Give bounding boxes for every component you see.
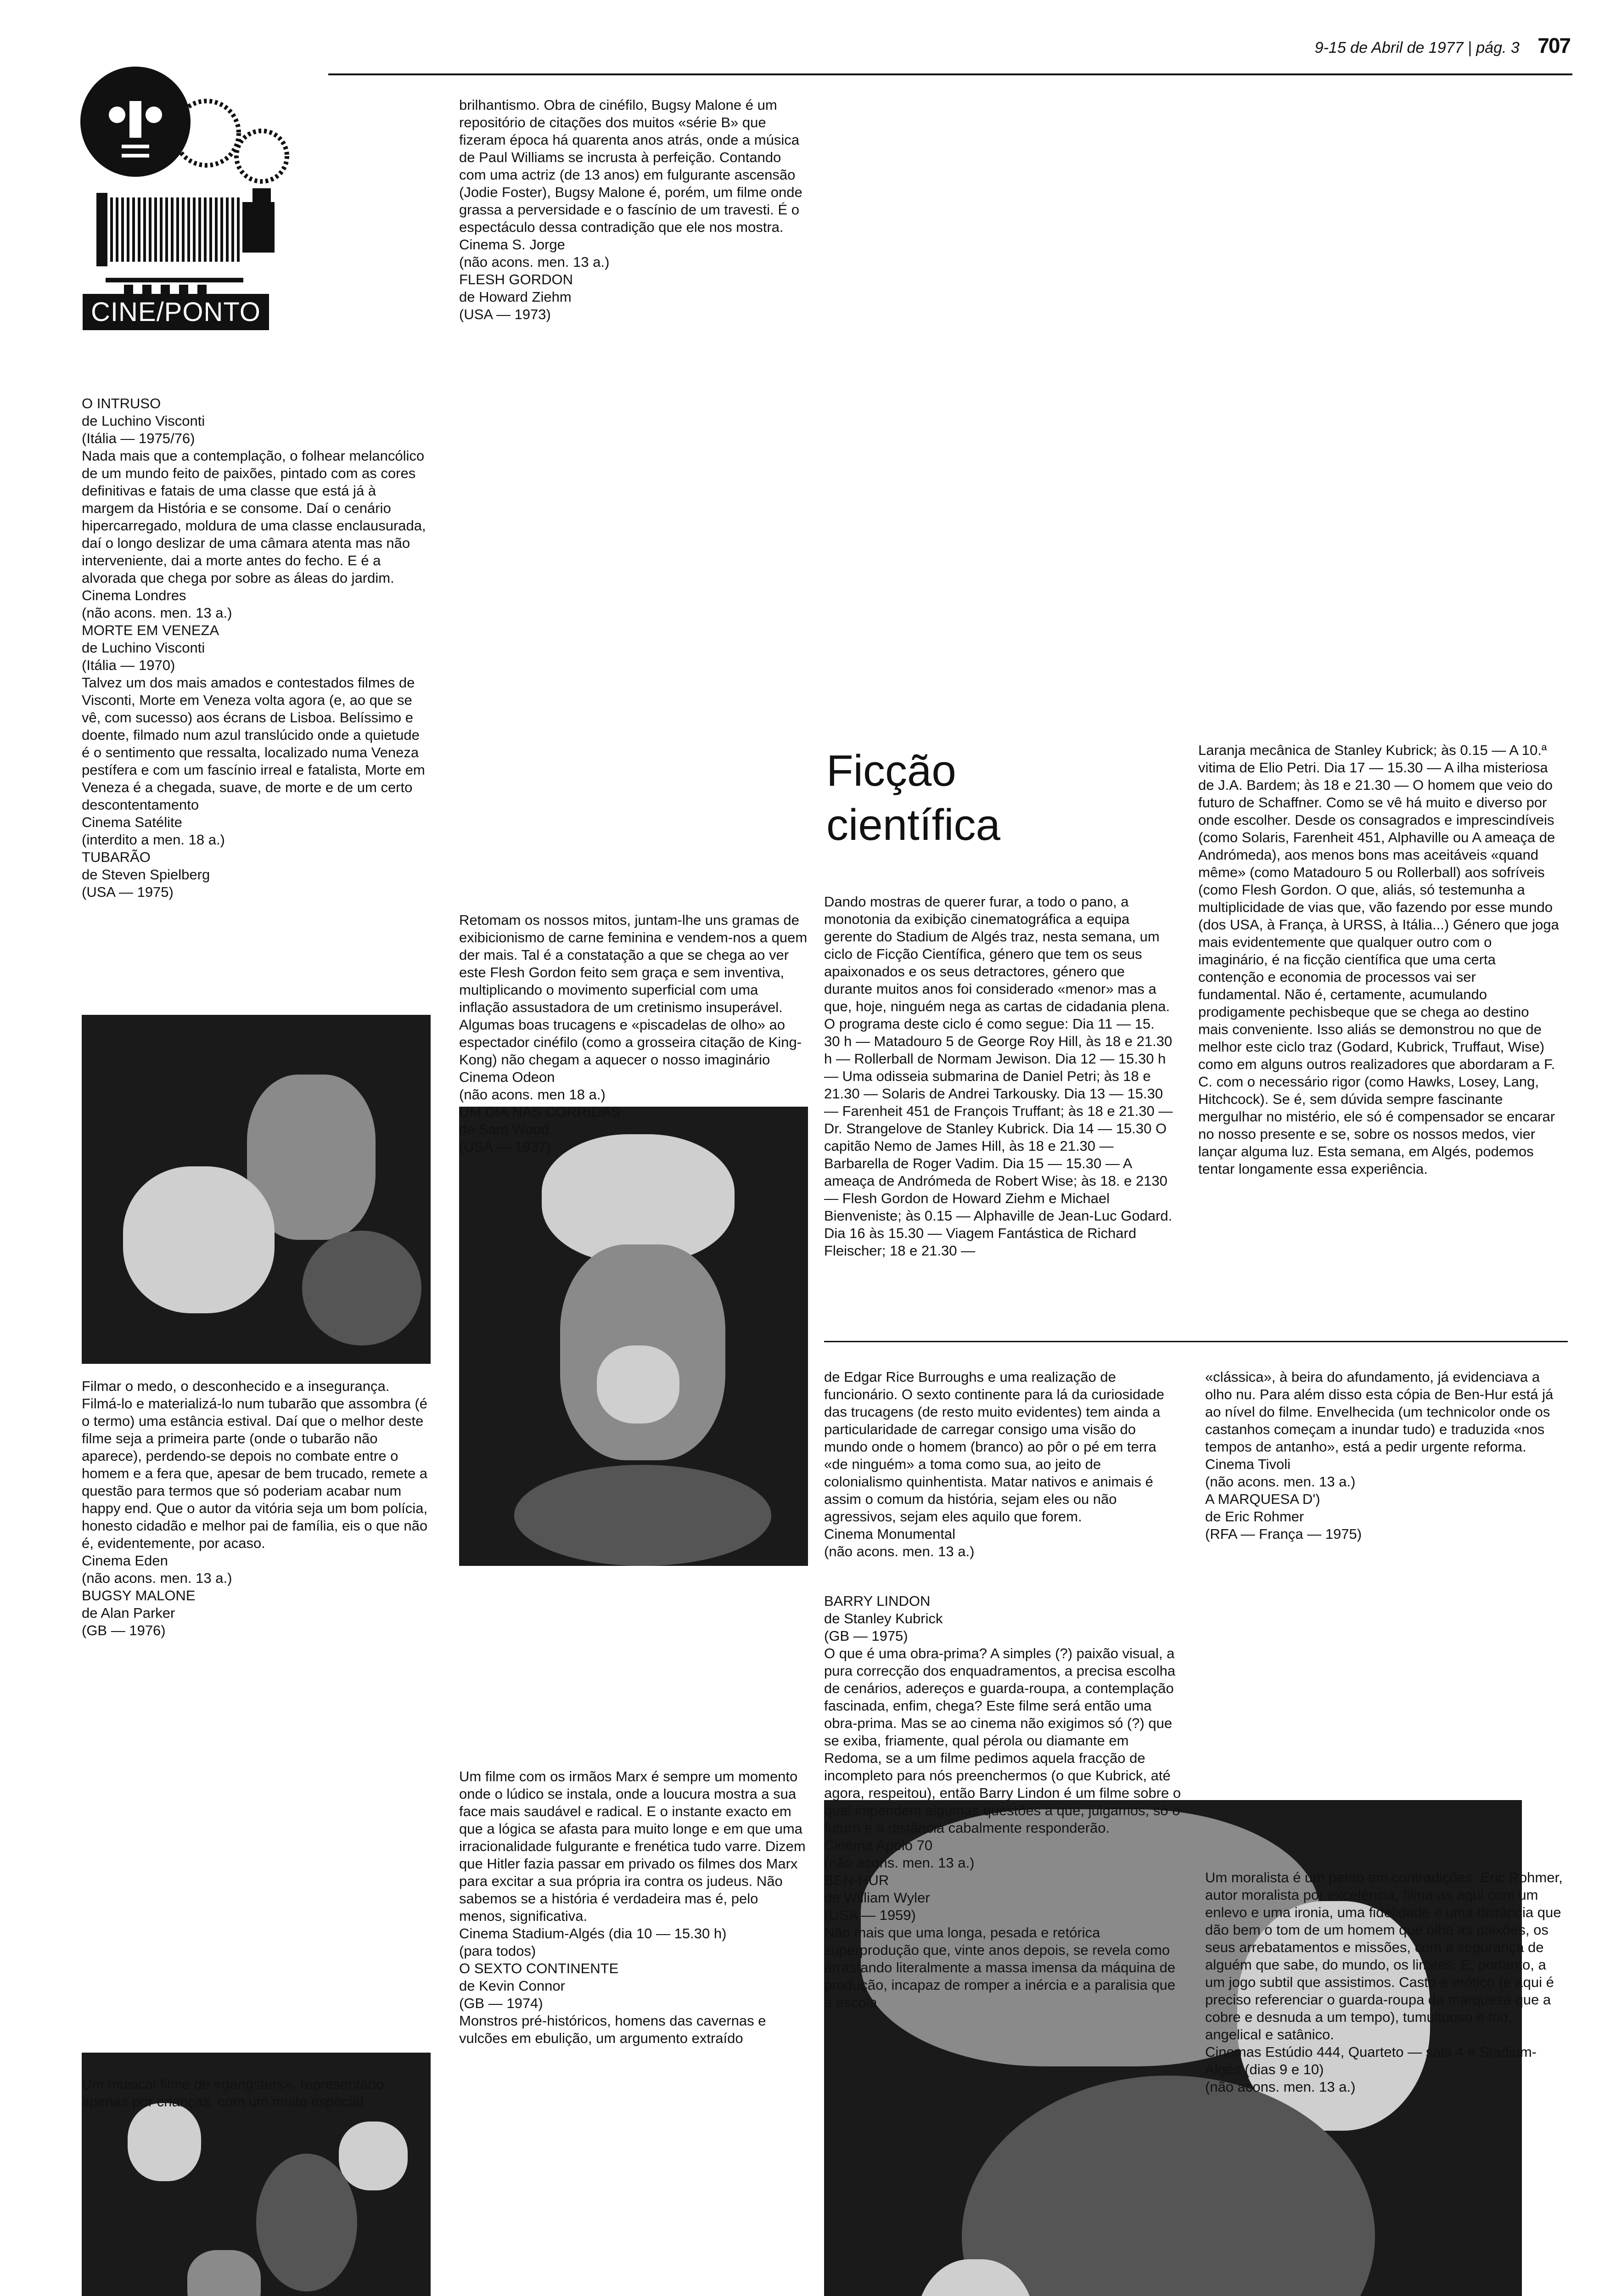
- header-rule: [328, 73, 1572, 75]
- feature-bottom-rule: [824, 1341, 1568, 1342]
- review-origin: (Itália — 1975/76): [82, 430, 195, 446]
- review-body: Retomam os nossos mitos, juntam-lhe uns gramas de exibicionismo de carne feminina e vendem-nos a quem der mais. Tal é a constatação a que se chega ao ver este Flesh Gordon feito sem graça e sem inventiva, multiplicando o movimento superficial com uma inflação assustadora de um cretinismo insuperável. Algumas boas trucagens e «piscadelas de olho» ao espectador cinéfilo (como a grosseira citação de King-Kong) não chegam a aquecer o nosso imaginário: [459, 912, 808, 1068]
- review-cinema: Cinema S. Jorge: [459, 236, 565, 253]
- review-rating: (não acons. men. 13 a.): [1205, 2079, 1356, 2095]
- review-director: de Luchino Visconti: [82, 413, 205, 429]
- review-cinema: Cinema Tivoli: [1205, 1456, 1291, 1472]
- review-rating: (interdito a men. 18 a.): [82, 832, 225, 848]
- review-director: de Eric Rohmer: [1205, 1508, 1304, 1525]
- review-director: de Steven Spielberg: [82, 867, 210, 883]
- column-2-middle: [459, 912, 808, 1156]
- review-rating: (não acons. men. 13 a.): [824, 1543, 975, 1559]
- review-origin: (USA — 1973): [459, 306, 551, 322]
- review-body: Talvez um dos mais amados e contestados filmes de Visconti, Morte em Veneza volta agora (e, ao que se vê, com sucesso) aos écrans de Lisboa. Belíssimo e doente, filmado num azul translúcido onde a quietude é o sentimento que ressalta, localizado numa Veneza pestífera e com um fascínio irreal e fatalista, Morte em Veneza é a chegada, suave, de morte e de um certo descontentamento: [82, 675, 425, 813]
- feature-body-right: Laranja mecânica de Stanley Kubrick; às 0.15 — A 10.ª vitima de Elio Petri. Dia 17 — 15.30 — A ilha misteriosa de J.A. Bardem; às 18 e 21.30 — O homem que veio do futuro de Schaffner. Como se vê há muito e diverso por onde escolher. Desde os consagrados e imprescindíveis (como Solaris, Farenheit 451, Alphaville ou A ameaça de Andrómeda), aos menos bons mas aceitáveis «quand même» (como Matadouro 5 ou Rollerball) aos sofríveis (como Flesh Gordon. O que, aliás, só testemunha a multiplicidade de vias que, vão fazendo por esse mundo (dos USA, à França, à URSS, à Itália...) Género que joga mais evidentemente que qualquer outro com o imaginário, é na ficção científica que uma certa contenção e economia de processos vai ser fundamental. Não é, certamente, acumulando prodigamente pechisbeque que se chega ao destino mais conveniente. Isso aliás se demonstrou no que de melhor este ciclo traz (Godard, Kubrick, Truffaut, Wise) como em alguns outros realizadores que abordaram a F. C. com o necessário rigor (como Hawks, Losey, Lang, Hitchcock). Se é, sem dúvida sempre fascinante mergulhar no mistério, ele só é compensador se encarar no nosso presente e se, sobre os nossos medos, vier lançar alguma luz. Esta semana, em Algés, podemos tentar longamente essa experiência.: [1198, 742, 1559, 1177]
- review-origin: (RFA — França — 1975): [1205, 1526, 1362, 1542]
- review-title: O SEXTO CONTINENTE: [459, 1960, 619, 1976]
- review-rating: (não acons. men. 13 a.): [82, 1570, 232, 1586]
- bugsy-malone-caption: [82, 2076, 431, 2110]
- review-director: de Luchino Visconti: [82, 640, 205, 656]
- review-title: O INTRUSO: [82, 395, 161, 411]
- review-cinema: Cinema Londres: [82, 587, 186, 603]
- review-rating: (não acons. men. 13 a.): [824, 1855, 975, 1871]
- feature-title-line-2: científica: [826, 800, 1000, 850]
- review-cinema: Cinema Stadium-Algés (dia 10 — 15.30 h): [459, 1925, 727, 1941]
- review-cinema: Cinemas Estúdio 444, Quarteto — sala 4 e Stadium-Algés (dias 9 e 10): [1205, 2044, 1537, 2077]
- review-body: Um filme com os irmãos Marx é sempre um momento onde o lúdico se instala, onde a loucura mostra a sua face mais saudável e radical. E o instante exacto em que a lógica se afasta para muito longe e em que uma irracionalidade fulgurante e frenética tudo varre. Dizem que Hitler fazia passar em privado os filmes dos Marx para excitar a sua própria ira contra os judeus. Não sabemos se a história é verdadeira mas é, pelo menos, significativa.: [459, 1768, 806, 1924]
- review-origin: (USA — 1975): [82, 884, 174, 900]
- review-rating: (não acons. men. 13 a.): [459, 254, 610, 270]
- review-cinema: Cinema Odeon: [459, 1069, 555, 1085]
- review-director: de Howard Ziehm: [459, 289, 572, 305]
- review-title: BUGSY MALONE: [82, 1587, 196, 1604]
- tubarao-photo: [82, 1015, 431, 1364]
- review-cinema: Cinema Monumental: [824, 1526, 956, 1542]
- review-title: BARRY LINDON: [824, 1593, 931, 1609]
- review-origin: (GB — 1974): [459, 1995, 543, 2011]
- review-rating: (não acons. men 18 a.): [459, 1086, 606, 1103]
- review-origin: (Itália — 1970): [82, 657, 175, 673]
- review-body: Não mais que uma longa, pesada e retórica superprodução que, vinte anos depois, se revela como arrastando literalmente a massa imensa da máquina de produção, incapaz de romper a inércia e a paralisia que a escola: [824, 1925, 1176, 2010]
- review-body: O que é uma obra-prima? A simples (?) paixão visual, a pura correcção dos enquadramentos, a precisa escolha de cenários, adereços e guarda-roupa, a contemplação fascinada, enfim, chega? Este filme será então uma obra-prima. Mas se ao cinema não exigimos só (?) que se exiba, friamente, qual pérola ou diamante em Redoma, se a um filme pedimos aquela fracção de incompleto para nós preenchermos (o que Kubrick, até agora, respeitou), então Barry Lindon é um filme sobre o qual impendem algumas questões a que, julgamos, só o futuro e a distância cabalmente responderão.: [824, 1645, 1181, 1836]
- review-title: UM DIA NAS CORRIDAS: [459, 1104, 621, 1120]
- feature-title-line-1: Ficção: [826, 746, 956, 795]
- review-title: A MARQUESA D'): [1205, 1491, 1320, 1507]
- review-body: «clássica», à beira do afundamento, já evidenciava a olho nu. Para além disso esta cópia de Ben-Hur está já ao nível do filme. Envelhecida (um technicolor onde os castanhos começam a inundar tudo) e traduzida «nos tempos de antanho», está a pedir urgente reforma.: [1205, 1369, 1554, 1455]
- review-title: BEN-HUR: [824, 1872, 889, 1888]
- review-body: Um moralista é um perito em contradições. Eric Rohmer, autor moralista por excelência, filma-as aqui com um enlevo e uma ironia, uma fidelidade e uma distância que dão bem o tom de um homem que olha as paixões, os seus arrebatamentos e missões, com a segurança de alguém que sabe, do mundo, os limites. É, portanto, a um jogo subtil que assistimos. Casto e erótico (e aqui é preciso referenciar o guarda-roupa da marquesa que a cobre e desnuda a um tempo), tumultuoso e frio, angelical e satânico.: [1205, 1869, 1563, 2043]
- review-origin: (GB — 1976): [82, 1622, 166, 1638]
- review-director: de Alan Parker: [82, 1605, 175, 1621]
- review-origin: (USA — 1959): [824, 1907, 916, 1923]
- review-origin: (GB — 1975): [824, 1628, 908, 1644]
- review-rating: (não acons. men. 13 a.): [1205, 1474, 1356, 1490]
- column-2-lower: [459, 1768, 808, 2047]
- column-3: [824, 1368, 1182, 2011]
- feature-text-right: [1198, 742, 1561, 1178]
- review-origin: (USA — 1937): [459, 1139, 551, 1155]
- review-body: brilhantismo. Obra de cinéfilo, Bugsy Malone é um repositório de citações dos muitos «série B» que fizeram época há quarenta anos atrás, onde a música de Paul Williams se incrusta à perfeição. Contando com uma actriz (de 13 anos) em fulgurante ascensão (Jodie Foster), Bugsy Malone é, porém, um filme onde grassa a perversidade e o fascínio de um travesti. É o espectáculo dessa contradição que ele nos mostra.: [459, 97, 802, 235]
- review-cinema: Cinema Apolo 70: [824, 1837, 933, 1853]
- review-body: Nada mais que a contemplação, o folhear melancólico de um mundo feito de paixões, pintado com as cores definitivas e fatais de uma classe que está já à margem da História e se consome. Daí o cenário hipercarregado, moldura de uma classe enclausurada, daí o longo deslizar de uma câmara atenta mas não interveniente, dai a morte antes do fecho. E é a alvorada que chega por sobre as áleas do jardim.: [82, 448, 426, 586]
- review-cinema: Cinema Eden: [82, 1553, 168, 1569]
- feature-text-left: [824, 893, 1173, 1260]
- column-4-lower: [1205, 1869, 1568, 2096]
- review-body: de Edgar Rice Burroughs e uma realização de funcionário. O sexto continente para lá da curiosidade das trucagens (de resto muito evidentes) tem ainda a particularidade de carregar consigo uma visão do mundo onde o homem (branco) ao pôr o pé em terra «de ninguém» a toma como sua, ao jeito de colonialismo quinhentista. Matar nativos e animais é assim o comum da história, sejam eles ou não agressivos, sejam eles aquilo que forem.: [824, 1369, 1165, 1525]
- column-1-lower: [82, 1378, 431, 1639]
- review-body: Monstros pré-históricos, homens das cavernas e vulcões em ebulição, um argumento extraído: [459, 2013, 766, 2046]
- flesh-gordon-photo: [459, 1107, 808, 1566]
- review-title: MORTE EM VENEZA: [82, 622, 219, 638]
- column-1: [82, 395, 431, 901]
- review-cinema: Cinema Satélite: [82, 814, 182, 830]
- review-rating: (para todos): [459, 1943, 536, 1959]
- review-director: de William Wyler: [824, 1890, 930, 1906]
- publication-logo: 707: [1537, 34, 1570, 57]
- review-title: TUBARÃO: [82, 849, 151, 865]
- issue-date: 9-15 de Abril de 1977 | pág. 3: [1314, 39, 1520, 56]
- section-label: CINE/PONTO: [83, 294, 269, 330]
- page-header: [1315, 33, 1570, 58]
- review-body: Filmar o medo, o desconhecido e a insegurança. Filmá-lo e materializá-lo num tubarão que assombra (é o termo) uma estância estival. Daí que o melhor deste filme seja a primeira parte (onde o tubarão não aparece), perdendo-se depois no combate entre o homem e a fera que, apesar de bem trucado, remete a questão para termos que só poderiam acabar num happy end. Que o autor da vitória seja um bom polícia, honesto cidadão e melhor pai de família, eis o que não é, evidentemente, por acaso.: [82, 1378, 428, 1551]
- review-rating: (não acons. men. 13 a.): [82, 605, 232, 621]
- column-4: [1205, 1368, 1568, 1543]
- cine-ponto-logo: [78, 64, 298, 349]
- feature-title: [826, 744, 1175, 852]
- feature-body-left: Dando mostras de querer furar, a todo o pano, a monotonia da exibição cinematográfica a equipa gerente do Stadium de Algés traz, nesta semana, um ciclo de Ficção Científica, género que tem os seus apaixonados e os seus detractores, género que durante muitos anos foi considerado «menor» mas a que, hoje, ninguém nega as cartas de cidadania plena. O programa deste ciclo é como segue: Dia 11 — 15. 30 h — Matadouro 5 de George Roy Hill, às 18 e 21.30 h — Rollerball de Normam Jewison. Dia 12 — 15.30 h — Uma odisseia submarina de Daniel Petri; às 18 e 21.30 — Solaris de Andrei Tarkousky. Dia 13 — 15.30 — Farenheit 451 de François Truffant; às 18 e 21.30 — Dr. Strangelove de Stanley Kubrick. Dia 14 — 15.30 O capitão Nemo de James Hill, às 18 e 21.30 — Barbarella de Roger Vadim. Dia 15 — 15.30 — A ameaça de Andrómeda de Robert Wise; às 18. e 2130 — Flesh Gordon de Howard Ziehm e Michael Bienveniste; às 0.15 — Alphaville de Jean-Luc Godard. Dia 16 às 15.30 — Viagem Fantástica de Richard Fleischer; 18 e 21.30 —: [824, 894, 1173, 1259]
- review-title: FLESH GORDON: [459, 271, 573, 287]
- review-body: Um musical filme de «gangsters», representado apenas por crianças, com um muito especial: [82, 2076, 384, 2110]
- column-2: [459, 96, 808, 323]
- review-director: de Stanley Kubrick: [824, 1610, 943, 1626]
- review-director: de Kevin Connor: [459, 1978, 565, 1994]
- review-director: de Sam Wood: [459, 1121, 549, 1137]
